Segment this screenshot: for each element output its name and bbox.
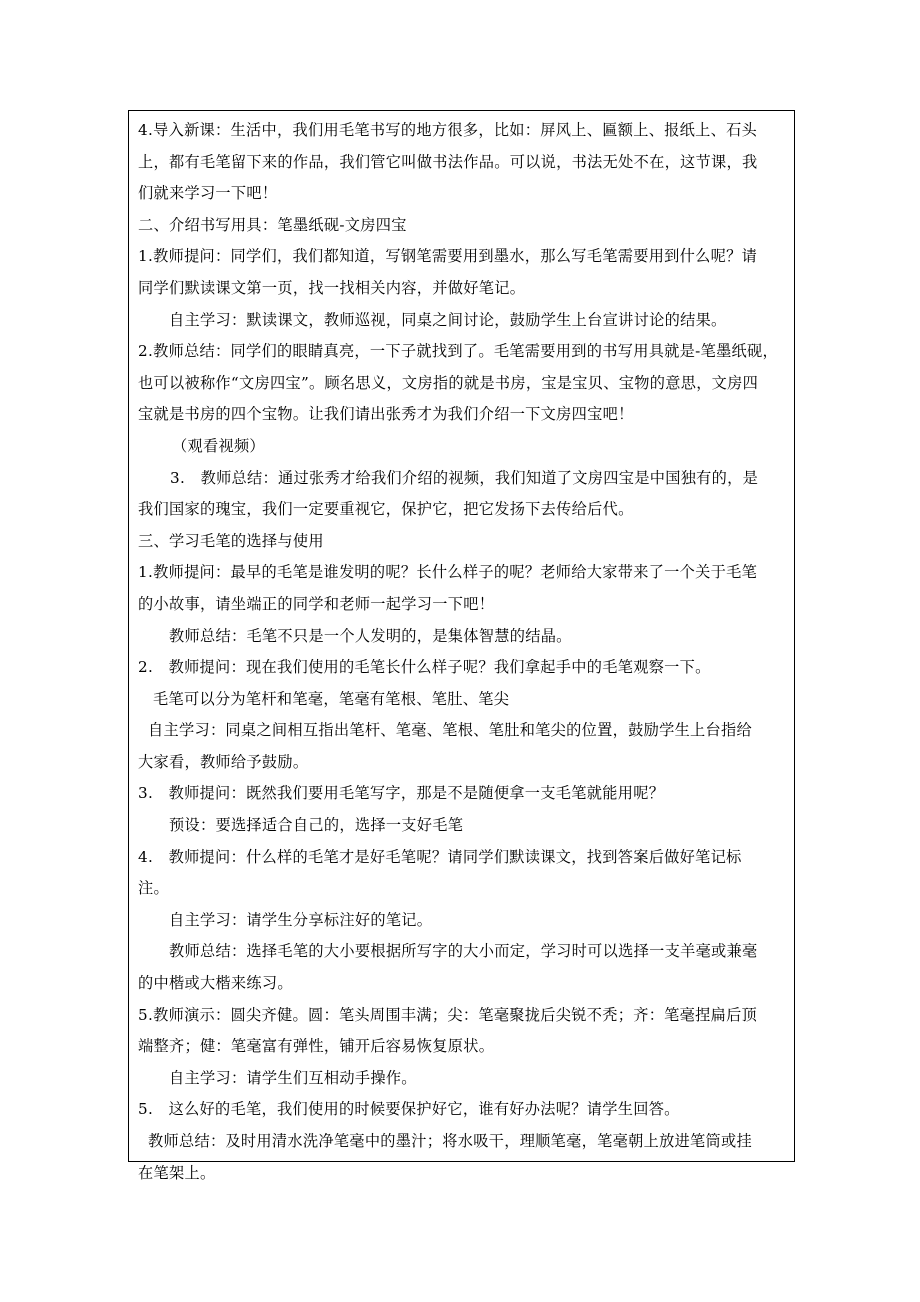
text-line: 4. 教师提问：什么样的毛笔才是好毛笔呢？请同学们默读课文，找到答案后做好笔记标 <box>138 847 742 866</box>
text-line: （观看视频） <box>172 436 265 455</box>
text-line: 3. 教师提问：既然我们要用毛笔写字，那是不是随便拿一支毛笔就能用呢？ <box>138 784 665 803</box>
text-line: 自主学习：同桌之间相互指出笔杆、笔毫、笔根、笔肚和笔尖的位置，鼓励学生上台指给 <box>148 721 753 740</box>
text-line: 毛笔可以分为笔杆和笔毫，笔毫有笔根、笔肚、笔尖 <box>153 689 510 708</box>
text-line: 也可以被称作“文房四宝”。顾名思义，文房指的就是书房，宝是宝贝、宝物的意思，文房四 <box>138 373 759 392</box>
text-line: 同学们默读课文第一页，找一找相关内容，并做好笔记。 <box>138 278 526 297</box>
text-line: 在笔架上。 <box>138 1163 216 1182</box>
text-line: 教师总结：及时用清水洗净笔毫中的墨汁；将水吸干，理顺笔毫，笔毫朝上放进笔筒或挂 <box>148 1132 753 1150</box>
text-line: 自主学习：请学生分享标注好的笔记。 <box>169 910 433 929</box>
text-line: 上，都有毛笔留下来的作品，我们管它叫做书法作品。可以说，书法无处不在，这节课，我 <box>138 152 758 171</box>
text-line: 预设：要选择适合自己的，选择一支好毛笔 <box>169 816 464 835</box>
text-line: 教师总结：选择毛笔的大小要根据所写字的大小而定，学习时可以选择一支羊毫或兼毫 <box>169 942 758 961</box>
text-line: 3. 教师总结：通过张秀才给我们介绍的视频，我们知道了文房四宝是中国独有的，是 <box>170 468 759 487</box>
text-line: 自主学习：请学生们互相动手操作。 <box>169 1068 417 1087</box>
text-line: 三、学习毛笔的选择与使用 <box>138 531 324 550</box>
text-line: 大家看，教师给予鼓励。 <box>138 752 309 771</box>
text-line: 1.教师提问：同学们，我们都知道，写钢笔需要用到墨水，那么写毛笔需要用到什么呢？请 <box>138 247 758 266</box>
lesson-plan-table-cell <box>128 110 795 1182</box>
text-line: 我们国家的瑰宝，我们一定要重视它，保护它，把它发扬下去传给后代。 <box>138 500 634 519</box>
text-line: 教师总结：毛笔不只是一个人发明的，是集体智慧的结晶。 <box>169 626 572 645</box>
text-line: 二、介绍书写用具：笔墨纸砚-文房四宝 <box>138 215 407 234</box>
text-line: 自主学习：默读课文，教师巡视，同桌之间讨论，鼓励学生上台宣讲讨论的结果。 <box>169 310 727 329</box>
text-line: 端整齐；健：笔毫富有弹性，铺开后容易恢复原状。 <box>138 1037 495 1056</box>
text-line: 宝就是书房的四个宝物。让我们请出张秀才为我们介绍一下文房四宝吧！ <box>138 405 634 424</box>
text-line: 的小故事，请坐端正的同学和老师一起学习一下吧！ <box>138 594 495 613</box>
text-line: 的中楷或大楷来练习。 <box>138 974 293 993</box>
text-line: 2.教师总结：同学们的眼睛真亮，一下子就找到了。毛笔需要用到的书写用具就是-笔墨纸砚， <box>138 342 779 361</box>
text-line: 注。 <box>138 879 169 898</box>
text-line: 们就来学习一下吧！ <box>138 184 278 203</box>
text-line: 5. 这么好的毛笔，我们使用的时候要保护好它，谁有好办法呢？请学生回答。 <box>138 1100 680 1119</box>
text-line: 4.导入新课：生活中，我们用毛笔书写的地方很多，比如：屏风上、匾额上、报纸上、石头 <box>138 121 758 139</box>
text-line: 5.教师演示：圆尖齐健。圆：笔头周围丰满；尖：笔毫聚拢后尖锐不秃；齐：笔毫捏扁后顶 <box>138 1005 758 1024</box>
text-line: 1.教师提问：最早的毛笔是谁发明的呢？长什么样子的呢？老师给大家带来了一个关于毛笔 <box>138 563 758 582</box>
text-line: 2. 教师提问：现在我们使用的毛笔长什么样子呢？我们拿起手中的毛笔观察一下。 <box>138 658 711 677</box>
